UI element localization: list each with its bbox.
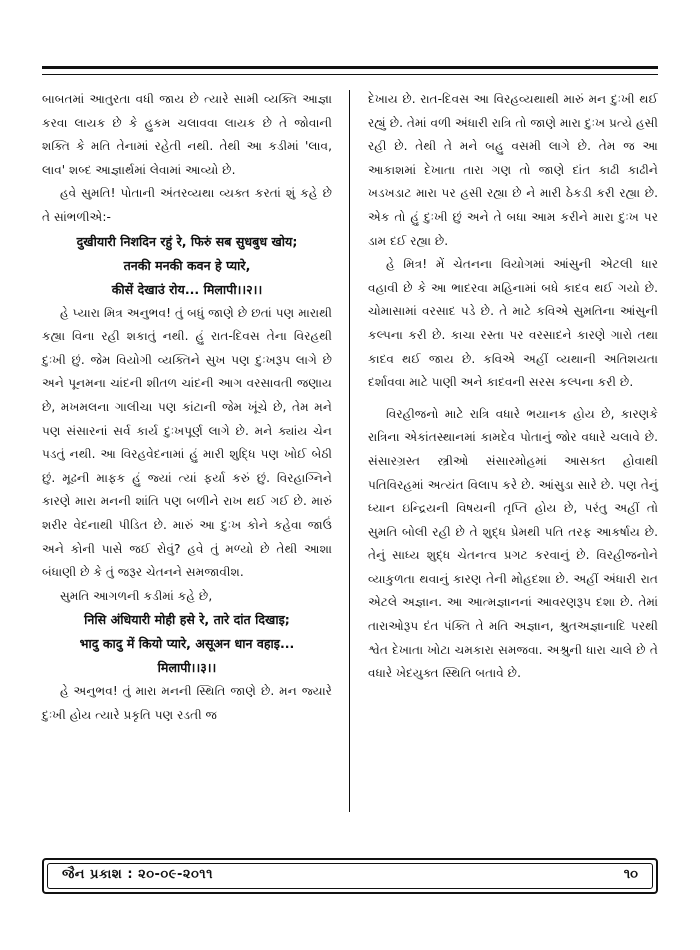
- page-number: ૧૦: [623, 867, 638, 882]
- verse-line: भादु कादु में कियो प्यारे, असूअन धान वहाइ...: [79, 636, 295, 652]
- paragraph: હે મિત્ર! મેં ચેતનના વિયોગમાં આંસુની એટલી ધાર વહાવી છે કે આ ભાદરવા મહિનામાં બધે કાદવ થઈ ગયો છે. ચોમાસામાં વરસાદ પડે છે. તે માટે કવિએ સુમતિના આંસુની કલ્પના કરી છે. કાચા રસ્તા પર વરસાદને કારણે ગારો તથા કાદવ થઈ જાય છે. કવિએ અહીં વ્યથાની અતિશયતા દર્શાવવા માટે પાણી અને કાદવની સરસ કલ્પના કરી છે.: [368, 257, 658, 390]
- left-column: [42, 88, 332, 727]
- publication-date: જૈન પ્રકાશ : ૨૦-૦૯-૨૦૧૧: [62, 867, 214, 882]
- header-rule-thin: [42, 74, 658, 75]
- paragraph: હે પ્યારા મિત્ર અનુભવ! તું બધું જાણે છે છતાં પણ મારાથી કહ્યા વિના રહી શકાતું નથી. હું રાત-દિવસ તેના વિરહથી દુઃખી છું. જેમ વિયોગી વ્યક્તિને સુખ પણ દુઃખરૂપ લાગે છે અને પૂનમના ચાંદની શીતળ ચાંદની આગ વરસાવતી જણાય છે, મખમલના ગાલીચા પણ કાંટાની જેમ ખૂંચે છે, તેમ મને પણ સંસારનાં સર્વ કાર્ય દુઃખપૂર્ણ લાગે છે. મને ક્યાંય ચેન પડતું નથી. આ વિરહવેદનામાં હું મારી શુદ્ધિ પણ ખોઈ બેઠી છું. મૂઢની માફક હું જ્યાં ત્યાં ફર્યા કરું છું. વિરહાગ્નિને કારણે મારા મનની શાંતિ પણ બળીને રાખ થઈ ગઈ છે. મારું શરીર વેદનાથી પીડિત છે. મારું આ દુઃખ કોને કહેવા જાઉં અને કોની પાસે જઈ રોવું? હવે તું મળ્યો છે તેથી આશા બંધાણી છે કે તું જરૂર ચેતનને સમજાવીશ.: [42, 305, 332, 580]
- verse-line: निसि अंधियारी मोही हसे रे, तारे दांत दिखाइ;: [84, 612, 290, 628]
- paragraph: સુમતિ આગળની કડીમાં કહે છે,: [60, 588, 213, 603]
- verse-line: कीसें देखाउं रोय... मिलापी।।२।।: [111, 281, 263, 297]
- verse-block: [42, 230, 332, 302]
- footer-bar: [42, 858, 658, 894]
- paragraph: હવે સુમતિ! પોતાની અંતરવ્યથા વ્યક્ત કરતાં શું કહે છે તે સાંભળીએ:-: [42, 186, 332, 224]
- right-column: [368, 88, 658, 686]
- verse-line: तनकी मनकी कवन हे प्यारे,: [123, 257, 251, 273]
- paragraph: દેખાય છે. રાત-દિવસ આ વિરહવ્યથાથી મારું મન દુઃખી થઈ રહ્યું છે. તેમાં વળી અંધારી રાત્રિ તો જાણે મારા દુઃખ પ્રત્યે હસી રહી છે. તેથી તે મને બહુ વસમી લાગે છે. તેમ જ આ આકાશમાં દેખાતા તારા ગણ તો જાણે દાંત કાઢી કાઢીને ખડખડાટ મારા પર હસી રહ્યા છે ને મારી ઠેકડી કરી રહ્યા છે. એક તો હું દુઃખી છું અને તે બધા આમ કરીને મારા દુઃખ પર ડામ દઈ રહ્યા છે.: [368, 92, 658, 248]
- verse-line: दुखीयारी निशदिन रहुं रे, फिरुं सब सुधबुध खोय;: [76, 233, 298, 249]
- paragraph: હે અનુભવ! તું મારા મનની સ્થિતિ જાણે છે. મન જ્યારે દુઃખી હોય ત્યારે પ્રકૃતિ પણ રડતી જ: [42, 684, 332, 722]
- verse-block: [42, 608, 332, 680]
- paragraph: વિરહીજનો માટે રાત્રિ વધારે ભયાનક હોય છે, કારણકે રાત્રિના એકાંતસ્થાનમાં કામદેવ પોતાનું જોર વધારે ચલાવે છે. સંસારગ્રસ્ત સ્ત્રીઓ સંસારમોહમાં આસક્ત હોવાથી પતિવિરહમાં અત્યંત વિલાપ કરે છે. આંસુડા સારે છે. પણ તેનું ધ્યાન ઇન્દ્રિયની વિષયની તૃપ્તિ હોય છે, પરંતુ અહીં તો સુમતિ બોલી રહી છે તે શુદ્ધ પ્રેમથી પતિ તરફ આકર્ષાય છે. તેનું સાધ્ય શુદ્ધ ચેતનત્વ પ્રગટ કરવાનું છે. વિરહીજનોને વ્યાકુળતા થવાનું કારણ તેની મોહદશા છે. અહીં અંધારી રાત એટલે અજ્ઞાન. આ આત્મજ્ઞાનનાં આવરણરૂપ દશા છે. તેમાં તારાઓરૂપ દંત પંક્તિ તે મતિ અજ્ઞાન, શ્રુતઅજ્ઞાનાદિ પરથી શ્વેત દેખાતા ખોટા ચમકારા સમજવા. અશ્રુની ધારા ચાલે છે તે વધારે ખેદયુક્ત સ્થિતિ બતાવે છે.: [368, 406, 658, 681]
- column-divider: [349, 90, 350, 812]
- header-rule-thick: [42, 66, 658, 69]
- article-columns: [42, 88, 658, 828]
- paragraph: બાબતમાં આતુરતા વધી જાય છે ત્યારે સામી વ્યક્તિ આજ્ઞા કરવા લાયક છે કે હુકમ ચલાવવા લાયક છે તે જોવાની શક્તિ કે મતિ તેનામાં રહેતી નથી. તેથી આ કડીમાં 'લાવ, લાવ' શબ્દ આજ્ઞાર્થમાં લેવામાં આવ્યો છે.: [42, 92, 332, 177]
- verse-line: मिलापी।।३।।: [157, 660, 217, 676]
